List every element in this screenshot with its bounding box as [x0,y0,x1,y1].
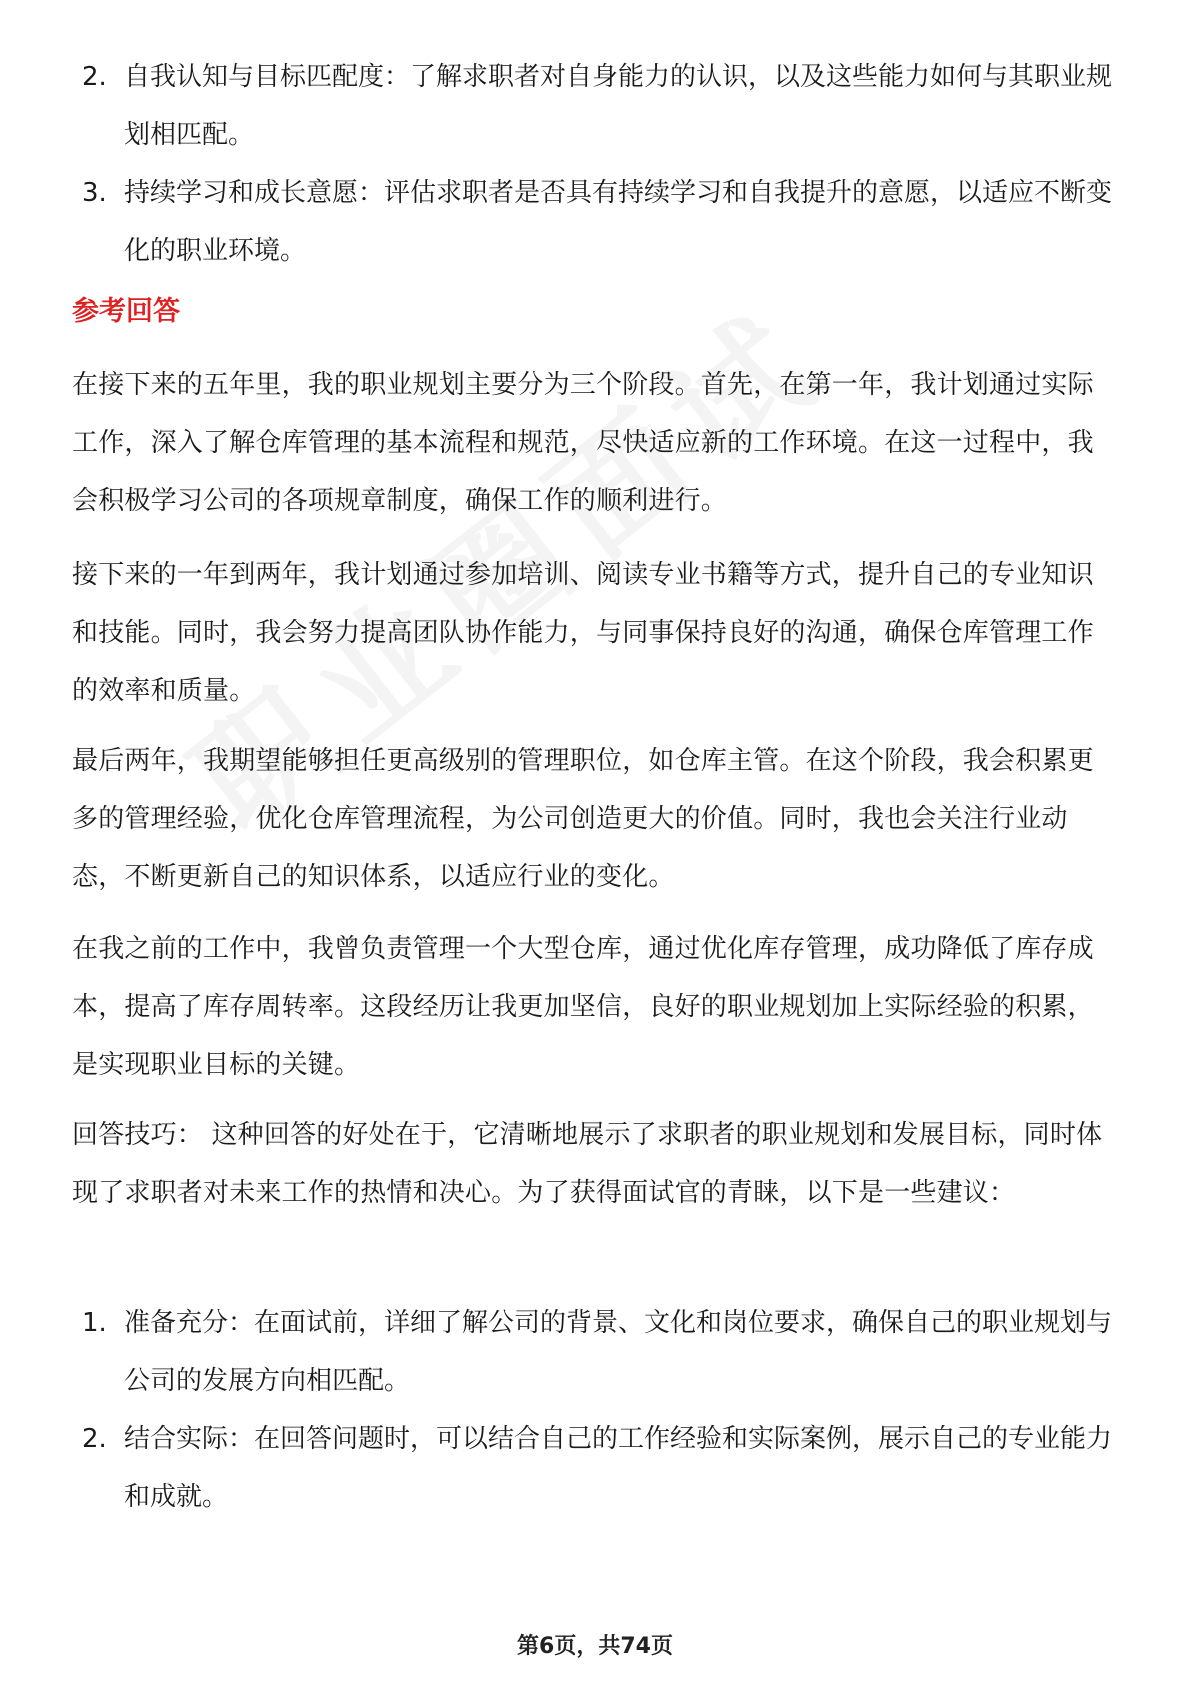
answer-paragraph-4: 在我之前的工作中，我曾负责管理一个大型仓库，通过优化库存管理，成功降低了库存成本，提高了库存周转率。这段经历让我更加坚信，良好的职业规划加上实际经验的积累，是实现职业目标的关键。 [72,934,1094,1080]
list-item-text: 自我认知与目标匹配度：了解求职者对自身能力的认识，以及这些能力如何与其职业规划相匹配。 [124,62,1113,150]
list-item [72,48,1117,164]
tips-paragraph: 回答技巧： 这种回答的好处在于，它清晰地展示了求职者的职业规划和发展目标，同时体现了求职者对未来工作的热情和决心。为了获得面试官的青睐，以下是一些建议： [72,1120,1103,1208]
page-footer: 第6页，共74页 [517,1634,673,1659]
list-item-text: 准备充分：在面试前，详细了解公司的背景、文化和岗位要求，确保自己的职业规划与公司的发展方向相匹配。 [124,1308,1113,1396]
list-item [72,1410,1117,1526]
section-heading: 参考回答 [72,296,180,327]
suggestion-list [72,1294,1117,1526]
list-item [72,164,1117,280]
list-item-text: 结合实际：在回答问题时，可以结合自己的工作经验和实际案例，展示自己的专业能力和成就。 [124,1424,1113,1512]
list-item-number: 1. [82,1308,107,1338]
list-item-number: 2. [82,1424,107,1454]
list-item [72,1294,1117,1410]
list-item-number: 3. [82,178,107,208]
answer-paragraph-2: 接下来的一年到两年，我计划通过参加培训、阅读专业书籍等方式，提升自己的专业知识和技能。同时，我会努力提高团队协作能力，与同事保持良好的沟通，确保仓库管理工作的效率和质量。 [72,560,1094,706]
answer-paragraph-3: 最后两年，我期望能够担任更高级别的管理职位，如仓库主管。在这个阶段，我会积累更多的管理经验，优化仓库管理流程，为公司创造更大的价值。同时，我也会关注行业动态，不断更新自己的知识体系，以适应行业的变化。 [72,746,1094,892]
answer-paragraph-1: 在接下来的五年里，我的职业规划主要分为三个阶段。首先，在第一年，我计划通过实际工作，深入了解仓库管理的基本流程和规范，尽快适应新的工作环境。在这一过程中，我会积极学习公司的各项规章制度，确保工作的顺利进行。 [72,370,1094,516]
list-item-text: 持续学习和成长意愿：评估求职者是否具有持续学习和自我提升的意愿，以适应不断变化的职业环境。 [124,178,1113,266]
criteria-list-top [72,48,1117,280]
list-item-number: 2. [82,62,107,92]
